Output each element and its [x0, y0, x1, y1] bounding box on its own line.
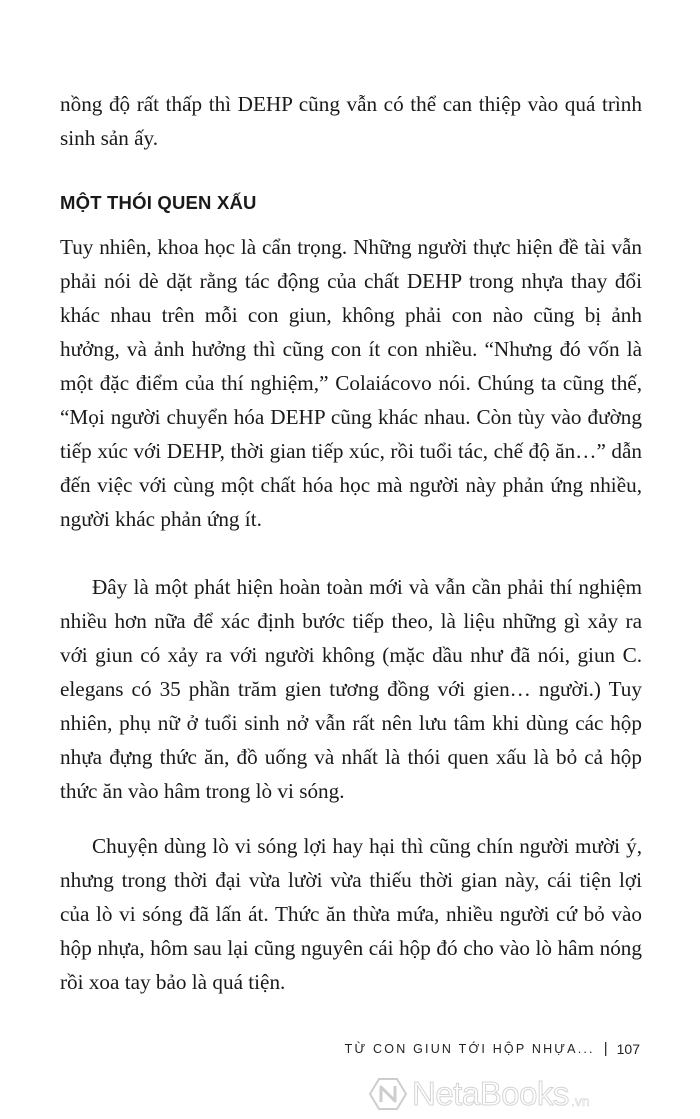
paragraph-continued: nồng độ rất thấp thì DEHP cũng vẫn có thể can thiệp vào quá trình sinh sản ấy. — [60, 92, 642, 150]
page-footer — [345, 1040, 640, 1057]
watermark-brand: NetaBooks — [412, 1075, 569, 1112]
paragraph: Tuy nhiên, khoa học là cẩn trọng. Những người thực hiện đề tài vẫn phải nói dè dặt rằng tác động của chất DEHP trong nhựa thay đổi khác nhau trên mỗi con giun, không phải con nào cũng bị ảnh hưởng, và ảnh hưởng thì cũng con ít con nhiều. “Nhưng đó vốn là một đặc điểm của thí nghiệm,” Colaiácovo nói. Chúng ta cũng thế, “Mọi người chuyển hóa DEHP cũng khác nhau. Còn tùy vào đường tiếp xúc với DEHP, thời gian tiếp xúc, rồi tuổi tác, chế độ ăn…” dẫn đến việc với cùng một chất hóa học mà người này phản ứng nhiều, người khác phản ứng ít. — [60, 235, 642, 531]
footer-separator: | — [603, 1040, 608, 1057]
netabooks-logo-icon — [368, 1077, 408, 1111]
page-number: 107 — [616, 1040, 640, 1057]
watermark — [368, 1077, 590, 1111]
running-title: TỪ CON GIUN TỚI HỘP NHỰA... — [344, 1041, 595, 1056]
section-heading: MỘT THÓI QUEN XẤU — [60, 192, 257, 213]
paragraph: Đây là một phát hiện hoàn toàn mới và vẫn cần phải thí nghiệm nhiều hơn nữa để xác định bước tiếp theo, là liệu những gì xảy ra với giun có xảy ra với người không (mặc dầu như đã nói, giun C. elegans có 35 phần trăm gien tương đồng với gien… người.) Tuy nhiên, phụ nữ ở tuổi sinh nở vẫn rất nên lưu tâm khi dùng các hộp nhựa đựng thức ăn, đồ uống và nhất là thói quen xấu là bỏ cả hộp thức ăn vào hâm trong lò vi sóng. — [60, 575, 642, 803]
watermark-suffix: .vn — [570, 1093, 590, 1109]
paragraph: Chuyện dùng lò vi sóng lợi hay hại thì cũng chín người mười ý, nhưng trong thời đại vừa lười vừa thiếu thời gian này, cái tiện lợi của lò vi sóng đã lấn át. Thức ăn thừa mứa, nhiều người cứ bỏ vào hộp nhựa, hôm sau lại cũng nguyên cái hộp đó cho vào lò hâm nóng rồi xoa tay bảo là quá tiện. — [60, 834, 642, 994]
